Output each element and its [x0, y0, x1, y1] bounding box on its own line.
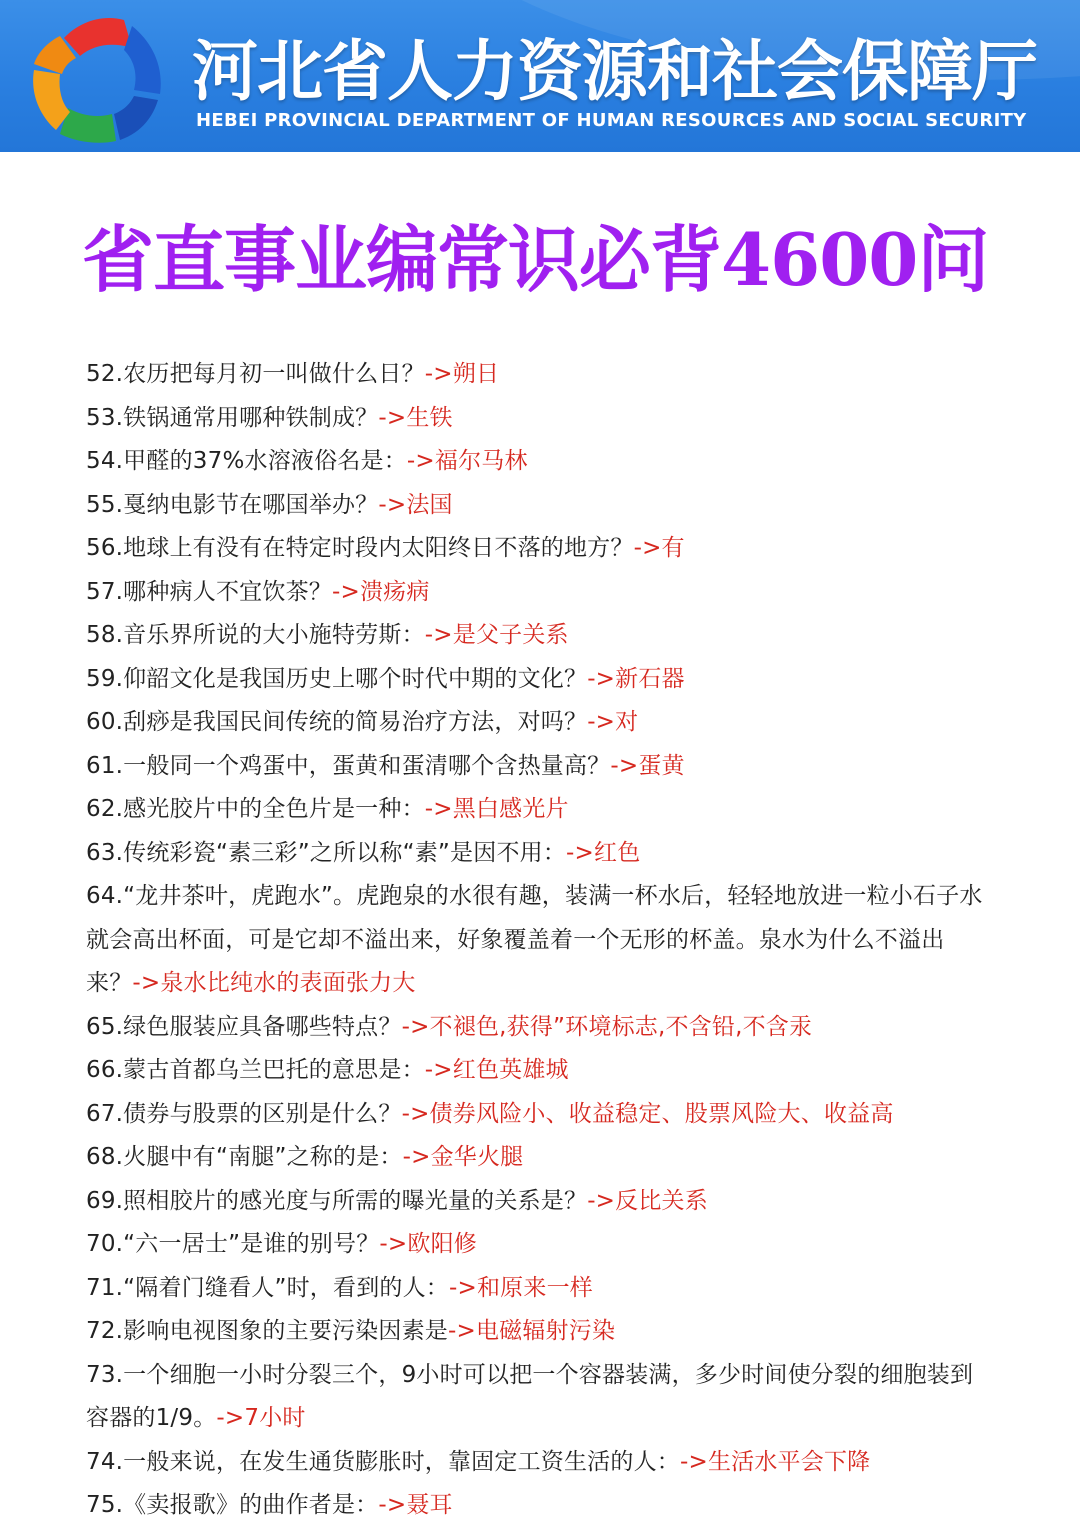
- list-item: [86, 1267, 996, 1311]
- question-text: 57.哪种病人不宜饮茶？: [86, 578, 332, 605]
- answer-text: ->溃疡病: [331, 578, 430, 605]
- answer-text: ->电磁辐射污染: [447, 1318, 616, 1344]
- list-item: [86, 614, 996, 658]
- list-item: [86, 1223, 996, 1267]
- list-item: [86, 1354, 996, 1441]
- answer-text: ->不褪色,获得”环境标志,不含铅,不含汞: [401, 1013, 813, 1040]
- list-item: [86, 1484, 996, 1528]
- answer-text: ->红色: [566, 839, 641, 866]
- answer-text: ->朔日: [424, 361, 500, 387]
- question-text: 74.一般来说，在发生通货膨胀时，靠固定工资生活的人：: [86, 1448, 680, 1475]
- question-text: 60.刮痧是我国民间传统的简易治疗方法，对吗？: [86, 709, 588, 735]
- list-item: [86, 571, 996, 615]
- question-text: 68.火腿中有“南腿”之称的是：: [86, 1144, 403, 1170]
- answer-text: ->金华火腿: [402, 1144, 524, 1170]
- answer-text: ->福尔马林: [406, 448, 528, 474]
- list-item: [86, 397, 996, 441]
- question-text: 55.戛纳电影节在哪国举办？: [86, 491, 379, 518]
- pentagon-logo-icon: [24, 4, 169, 144]
- answer-text: ->新石器: [587, 665, 685, 692]
- question-text: 75.《卖报歌》的曲作者是：: [86, 1492, 379, 1518]
- answer-text: ->和原来一样: [449, 1274, 593, 1301]
- list-item: [86, 484, 996, 528]
- question-text: 70.“六一居士”是谁的别号？: [86, 1231, 380, 1257]
- list-item: [86, 1441, 996, 1485]
- question-text: 64.“龙井茶叶，虎跑水”。虎跑泉的水很有趣，装满一杯水后，轻轻地放进一粒小石子水就会高出杯面，可是它却不溢出来，好象覆盖着一个无形的杯盖。泉水为什么不溢出来？: [86, 883, 983, 996]
- question-text: 71.“隔着门缝看人”时，看到的人：: [86, 1274, 450, 1301]
- question-text: 66.蒙古首都乌兰巴托的意思是：: [86, 1057, 425, 1083]
- list-item: [86, 875, 996, 1006]
- answer-text: ->法国: [378, 491, 453, 518]
- answer-text: ->反比关系: [587, 1187, 708, 1214]
- list-item: [86, 832, 996, 876]
- list-item: [86, 1136, 996, 1180]
- list-item: [86, 658, 996, 702]
- qa-list: [86, 353, 996, 1528]
- question-text: 52.农历把每月初一叫做什么日？: [86, 361, 425, 387]
- list-item: [86, 1049, 996, 1093]
- question-text: 69.照相胶片的感光度与所需的曝光量的关系是？: [86, 1187, 588, 1214]
- list-item: [86, 788, 996, 832]
- answer-text: ->生活水平会下降: [679, 1448, 871, 1475]
- list-item: [86, 1180, 996, 1224]
- answer-text: ->是父子关系: [424, 622, 569, 648]
- answer-text: ->对: [587, 709, 639, 735]
- question-text: 53.铁锅通常用哪种铁制成？: [86, 404, 379, 431]
- list-item: [86, 353, 996, 397]
- question-text: 67.债券与股票的区别是什么？: [86, 1100, 402, 1127]
- list-item: [86, 440, 996, 484]
- answer-text: ->泉水比纯水的表面张力大: [132, 970, 416, 996]
- question-text: 73.一个细胞一小时分裂三个，9小时可以把一个容器装满，多少时间使分裂的细胞装到容器的1/9。: [86, 1361, 974, 1431]
- org-name-cn: 河北省人力资源和社会保障厅: [192, 33, 1037, 110]
- question-text: 61.一般同一个鸡蛋中，蛋黄和蛋清哪个含热量高？: [86, 752, 611, 779]
- list-item: [86, 527, 996, 571]
- question-text: 72.影响电视图象的主要污染因素是: [86, 1318, 448, 1344]
- answer-text: ->有: [633, 535, 685, 561]
- list-item: [86, 745, 996, 789]
- question-text: 58.音乐界所说的大小施特劳斯：: [86, 622, 425, 648]
- answer-text: ->蛋黄: [610, 752, 685, 779]
- answer-text: ->债券风险小、收益稳定、股票风险大、收益高: [401, 1100, 894, 1127]
- question-text: 56.地球上有没有在特定时段内太阳终日不落的地方？: [86, 535, 634, 561]
- page-title: 省直事业编常识必背4600问: [82, 217, 989, 302]
- list-item: [86, 1006, 996, 1050]
- question-text: 54.甲醛的37%水溶液俗名是：: [86, 448, 407, 474]
- answer-text: ->黑白感光片: [424, 796, 569, 822]
- answer-text: ->聂耳: [378, 1492, 453, 1518]
- org-name-en: HEBEI PROVINCIAL DEPARTMENT OF HUMAN RESOURCES AND SOCIAL SECURITY: [196, 110, 1027, 131]
- question-text: 59.仰韶文化是我国历史上哪个时代中期的文化？: [86, 665, 588, 692]
- header-banner: [0, 0, 1080, 152]
- answer-text: ->红色英雄城: [424, 1057, 569, 1083]
- answer-text: ->欧阳修: [379, 1231, 477, 1257]
- answer-text: ->生铁: [378, 404, 453, 431]
- list-item: [86, 701, 996, 745]
- list-item: [86, 1093, 996, 1137]
- list-item: [86, 1310, 996, 1354]
- question-text: 63.传统彩瓷“素三彩”之所以称“素”是因不用：: [86, 839, 567, 866]
- answer-text: ->7小时: [216, 1405, 306, 1431]
- question-text: 62.感光胶片中的全色片是一种：: [86, 796, 425, 822]
- question-text: 65.绿色服装应具备哪些特点？: [86, 1013, 402, 1040]
